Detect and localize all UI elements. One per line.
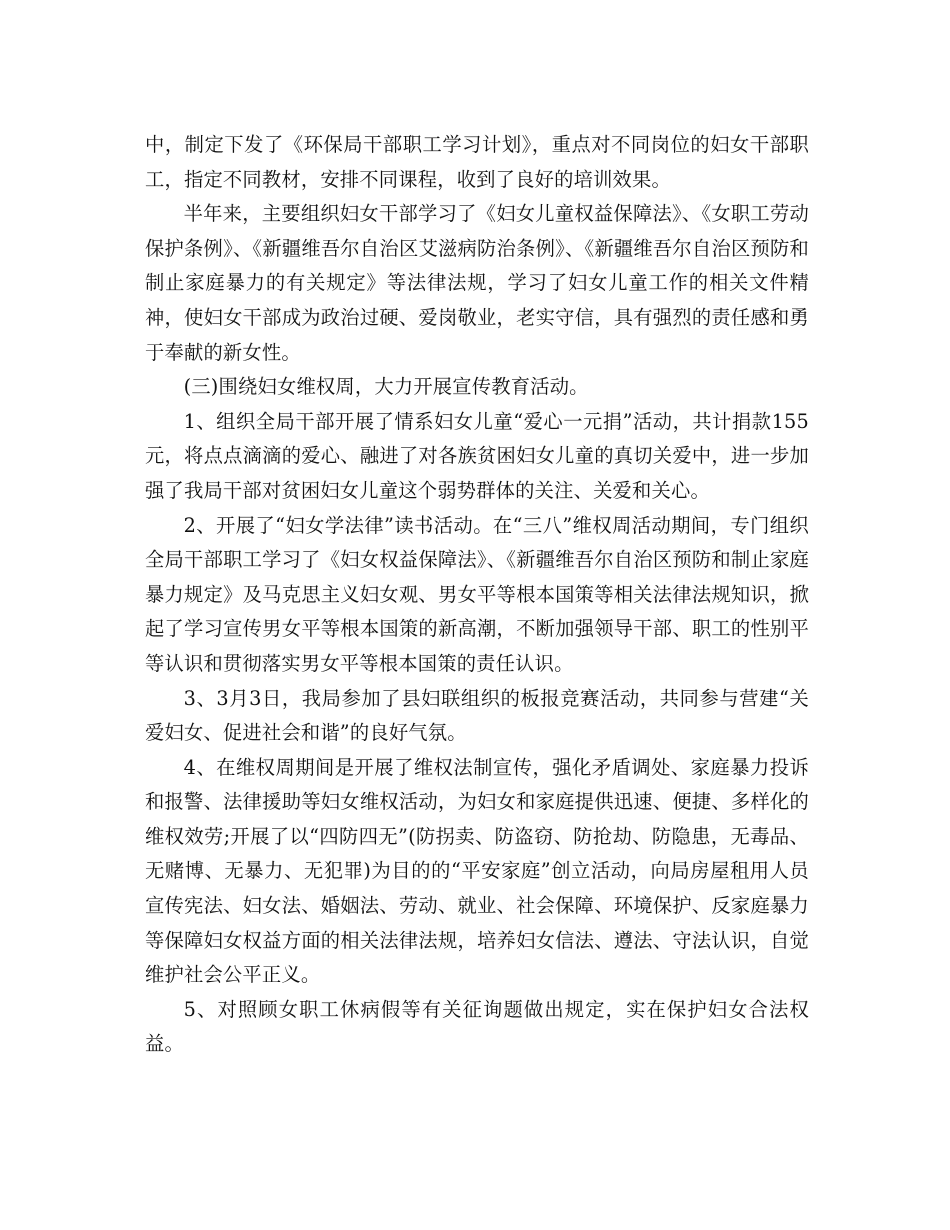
paragraph-study-summary: 半年来，主要组织妇女干部学习了《妇女儿童权益保障法》、《女职工劳动保护条例》、《新疆维吾尔自治区艾滋病防治条例》、《新疆维吾尔自治区预防和制止家庭暴力的有关规定》等法律法规，学习了妇女儿童工作的相关文件精神，使妇女干部成为政治过硬、爱岗敬业，老实守信，具有强烈的责任感和勇于奉献的新女性。 <box>145 202 809 364</box>
list-item-3: 3、3月3日，我局参加了县妇联组织的板报竞赛活动，共同参与营建“关爱妇女、促进社会和谐”的良好气氛。 <box>145 686 809 745</box>
section-heading-3: (三)围绕妇女维权周，大力开展宣传教育活动。 <box>183 375 589 399</box>
list-item-4: 4、在维权周期间是开展了维权法制宣传，强化矛盾调处、家庭暴力投诉和报警、法律援助等妇女维权活动，为妇女和家庭提供迅速、便捷、多样化的维权效劳;开展了以“四防四无”(防拐卖、防盗窃、防抢劫、防隐患，无毒品、无赌博、无暴力、无犯罪)为目的的“平安家庭”创立活动，向局房屋租用人员宣传宪法、妇女法、婚姻法、劳动、就业、社会保障、环境保护、反家庭暴力等保障妇女权益方面的相关法律法规，培养妇女信法、遵法、守法认识，自觉维护社会公平正义。 <box>145 755 809 987</box>
paragraph-continuation: 中，制定下发了《环保局干部职工学习计划》，重点对不同岗位的妇女干部职工，指定不同教材，安排不同课程，收到了良好的培训效果。 <box>145 133 809 191</box>
document-body <box>145 128 809 1062</box>
list-item-5: 5、对照顾女职工休病假等有关征询题做出规定，实在保护妇女合法权益。 <box>145 997 809 1056</box>
list-item-2: 2、开展了“妇女学法律”读书活动。在“三八”维权周活动期间，专门组织全局干部职工学习了《妇女权益保障法》、《新疆维吾尔自治区预防和制止家庭暴力规定》及马克思主义妇女观、男女平等根本国策等相关法律法规知识，掀起了学习宣传男女平等根本国策的新高潮，不断加强领导干部、职工的性别平等认识和贯彻落实男女平等根本国策的责任认识。 <box>145 513 809 675</box>
list-item-1: 1、组织全局干部开展了情系妇女儿童“爱心一元捐”活动，共计捐款155元，将点点滴滴的爱心、融进了对各族贫困妇女儿童的真切关爱中，进一步加强了我局干部对贫困妇女儿童这个弱势群体的关注、关爱和关心。 <box>145 409 809 502</box>
